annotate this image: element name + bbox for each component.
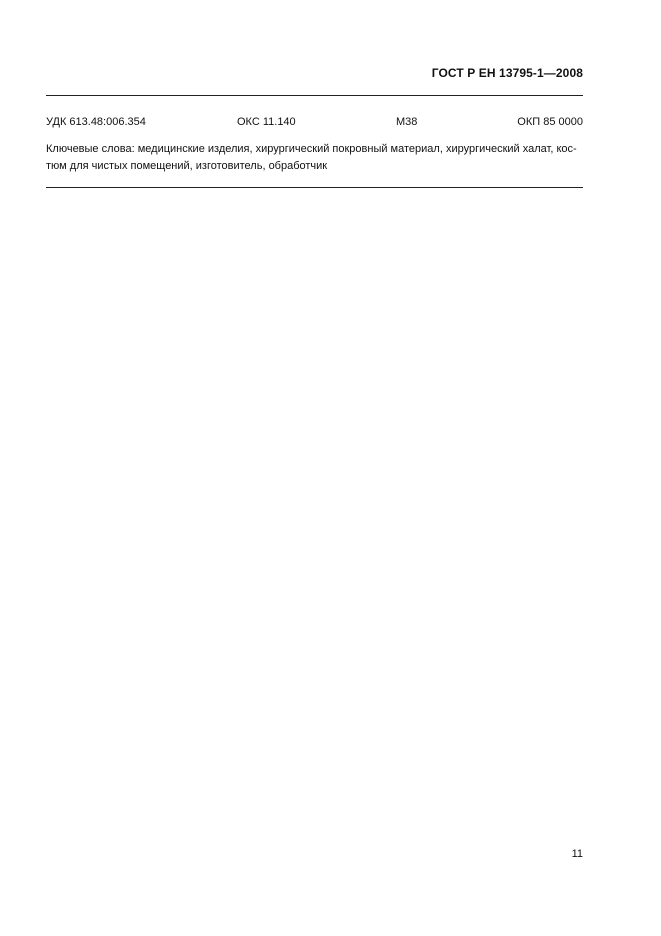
m-code: М38: [396, 116, 418, 128]
top-divider: [46, 95, 583, 96]
oks-code: ОКС 11.140: [237, 116, 296, 128]
bottom-divider: [46, 187, 583, 188]
keywords-line-2: тюм для чистых помещений, изготовитель, обработчик: [46, 160, 328, 172]
standard-designation: ГОСТ Р ЕН 13795-1—2008: [431, 66, 583, 80]
keywords-paragraph: [46, 141, 583, 175]
udk-code: УДК 613.48:006.354: [46, 116, 146, 128]
page-number: 11: [571, 848, 583, 860]
keywords-line-1: Ключевые слова: медицинские изделия, хирургический покровный материал, хирургический халат, кос-: [46, 143, 577, 155]
okp-code: ОКП 85 0000: [517, 116, 583, 128]
classification-codes-row: [46, 116, 583, 130]
